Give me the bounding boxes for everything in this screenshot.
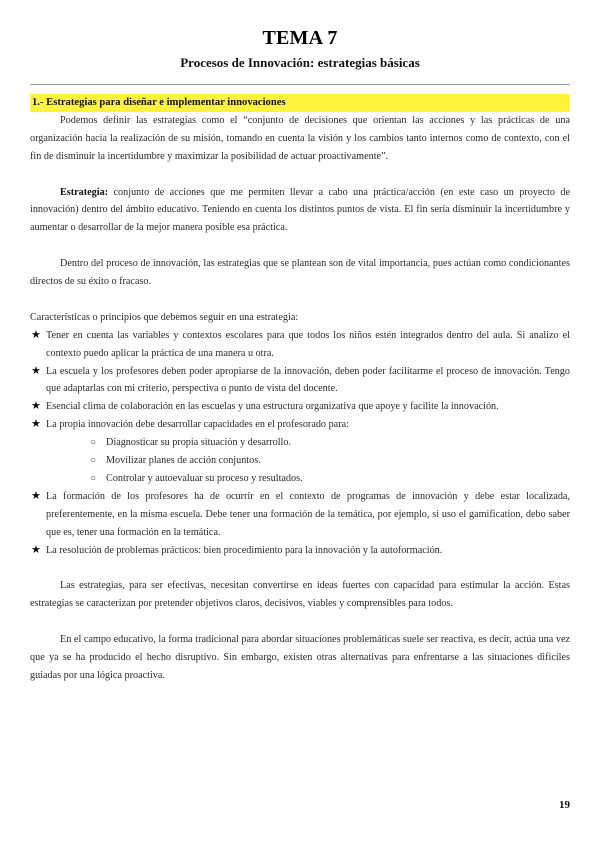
circle-bullet-icon: ○ [90,455,97,467]
list-item-text: La propia innovación debe desarrollar capacidades en el profesorado para: [46,419,349,431]
spacer [30,166,570,184]
document-body [30,94,570,685]
list-item [30,488,570,542]
list-item-text: La escuela y los profesores deben poder apropiarse de la innovación, deben poder facilitarme el proceso de innovación. Tengo que adaptarlas con mi criterio, perspectiva o punto de vista del docente. [46,365,570,395]
strategy-paragraph [30,184,570,238]
sub-list-item-text: Diagnosticar su propia situación y desarrollo. [106,437,292,449]
spacer [30,237,570,255]
strategy-term: Estrategia: [60,186,109,198]
list-item-text: La formación de los profesores ha de ocurrir en el contexto de programas de innovación y debe estar localizada, preferentemente, en la misma escuela. Debe tener una formación de la temática, por ejemplo, si uso el gamification, debo saber que es, tener una formación en la temática. [46,490,570,538]
spacer [30,291,570,309]
characteristics-intro: Características o principios que debemos seguir en una estrategia: [30,311,299,323]
sub-list-item [90,470,570,488]
list-item [30,398,570,416]
star-icon: ★ [31,328,41,341]
circle-bullet-icon: ○ [90,472,97,484]
list-item-text: Esencial clima de colaboración en las escuelas y una estructura organizativa que apoye y facilite la innovación. [46,401,499,413]
definition-paragraph: Podemos definir las estrategias como el “conjunto de decisiones que orientan las acciones y las prácticas de una organización hacia la realización de su misión, tomando en cuenta la visión y los cambios tanto internos como de contexto, con el fin de disminuir la incertidumbre y maximizar la posibilidad de actuar proactivamente”. [30,114,570,162]
sub-list-item [90,452,570,470]
capacities-sublist [46,434,570,488]
list-item [30,542,570,560]
circle-bullet-icon: ○ [90,437,97,449]
star-icon: ★ [31,489,41,502]
spacer [30,560,570,578]
star-icon: ★ [31,364,41,377]
list-item-text: Tener en cuenta las variables y contextos escolares para que todos los niños estén integrados dentro del aula. Si analizo el contexto puedo aplicar la práctica de una manera u otra. [46,329,570,359]
strategy-definition: conjunto de acciones que me permiten llevar a cabo una práctica/acción (en este caso un proyecto de innovación) dentro del ámbito educativo. Teniendo en cuenta los distintos puntos de vista. El fin sería disminuir la incertidumbre y aumentar o desarrollar de la mejor manera posible esa práctica. [30,186,570,234]
effective-paragraph: Las estrategias, para ser efectivas, necesitan convertirse en ideas fuertes con capacidad para estimular la acción. Estas estrategias se caracterizan por pretender objetivos claros, decisivos, viables y comprensibles para todos. [30,580,570,610]
page-title: TEMA 7 [262,27,338,49]
page-subtitle: Procesos de Innovación: estrategias básicas [180,55,420,70]
traditional-paragraph: En el campo educativo, la forma tradicional para abordar situaciones problemáticas suele ser reactiva, es decir, actúa una vez que ya se ha producido el hecho disruptivo. Sin embargo, existen otras alternativas para enfrentarse a las situaciones difíciles guiadas por una lógica proactiva. [30,634,570,681]
section-title: Estrategias para diseñar e implementar innovaciones [46,97,286,108]
star-icon: ★ [31,543,41,556]
characteristics-list [30,327,570,560]
sub-list-item-text: Movilizar planes de acción conjuntos. [106,455,261,467]
star-icon: ★ [31,418,41,431]
list-item [30,416,570,488]
section-heading [30,94,570,112]
list-item-text: La resolución de problemas prácticos: bien procedimiento para la innovación y la autoformación. [46,544,443,556]
list-item [30,363,570,399]
sub-list-item [90,434,570,452]
header-divider [30,84,570,85]
star-icon: ★ [31,400,41,413]
section-number: 1.- [32,97,44,108]
importance-paragraph: Dentro del proceso de innovación, las estrategias que se plantean son de vital importancia, pues actúan como condicionantes directos de su éxito o fracaso. [30,258,570,288]
page-number: 19 [559,799,570,811]
list-item [30,327,570,363]
spacer [30,613,570,631]
sub-list-item-text: Controlar y autoevaluar su proceso y resultados. [106,472,303,484]
